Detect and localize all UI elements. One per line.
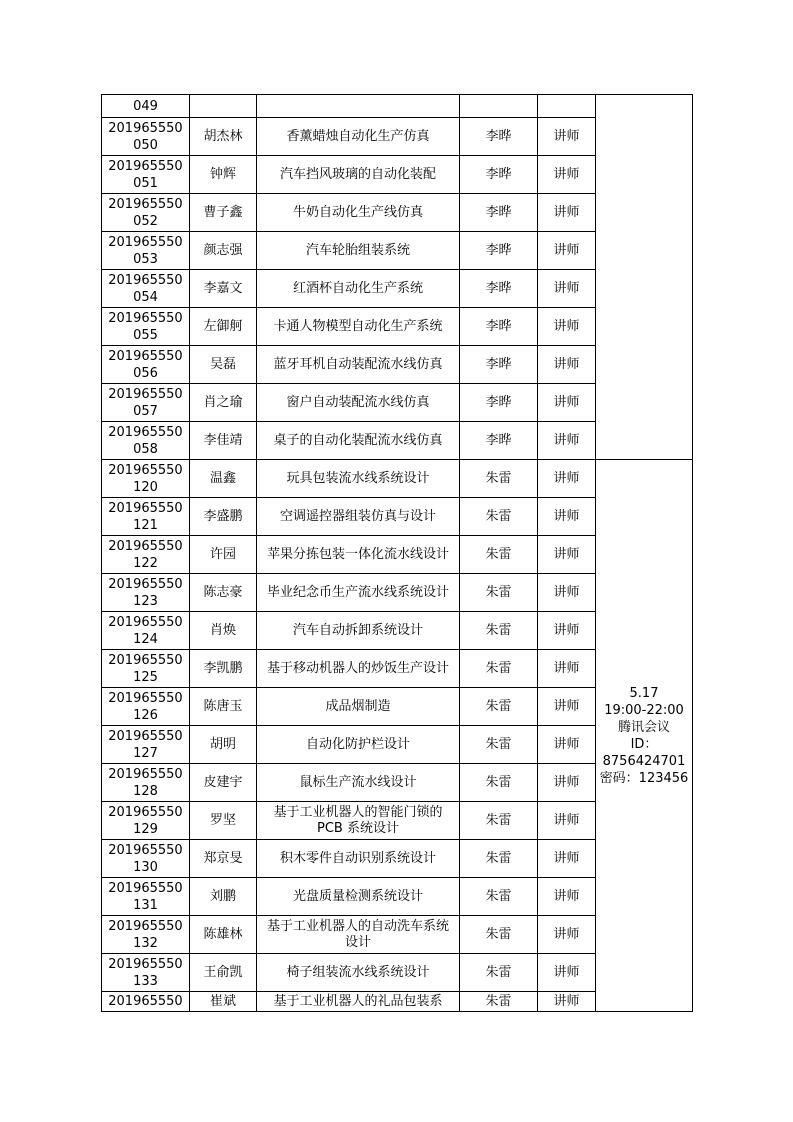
student-id-prefix: 201965550 — [108, 500, 183, 516]
meeting-date: 5.17 — [629, 685, 659, 701]
advisor-cell: 朱雷 — [460, 916, 538, 954]
student-id-prefix: 201965550 — [108, 614, 183, 630]
student-name-cell: 王俞凯 — [190, 954, 257, 992]
student-id-cell — [102, 536, 190, 574]
meeting-info-cell-empty — [596, 95, 693, 460]
advisor-rank-cell: 讲师 — [538, 574, 596, 612]
advisor-cell: 朱雷 — [460, 536, 538, 574]
thesis-title-cell: 汽车轮胎组装系统 — [257, 232, 460, 270]
student-id-suffix: 057 — [133, 403, 158, 419]
student-id-suffix: 132 — [133, 935, 158, 951]
student-name-cell: 左御舸 — [190, 308, 257, 346]
thesis-title-cell: 毕业纪念币生产流水线系统设计 — [257, 574, 460, 612]
student-id-cell — [102, 460, 190, 498]
advisor-cell: 朱雷 — [460, 992, 538, 1012]
defense-schedule-table — [101, 94, 693, 1012]
student-name-cell: 陈志豪 — [190, 574, 257, 612]
student-id-cell — [102, 498, 190, 536]
student-id-prefix: 201965550 — [108, 424, 183, 440]
student-id-suffix: 049 — [133, 98, 158, 114]
student-id-prefix: 201965550 — [108, 994, 183, 1009]
advisor-rank-cell: 讲师 — [538, 650, 596, 688]
thesis-title-cell: 汽车自动拆卸系统设计 — [257, 612, 460, 650]
advisor-cell: 李晔 — [460, 194, 538, 232]
student-id-prefix: 201965550 — [108, 310, 183, 326]
advisor-rank-cell: 讲师 — [538, 460, 596, 498]
advisor-rank-cell: 讲师 — [538, 270, 596, 308]
student-id-prefix: 201965550 — [108, 348, 183, 364]
thesis-title-cell: 窗户自动装配流水线仿真 — [257, 384, 460, 422]
advisor-rank-cell: 讲师 — [538, 118, 596, 156]
student-id-prefix: 201965550 — [108, 842, 183, 858]
student-id-prefix: 201965550 — [108, 272, 183, 288]
table-body — [102, 95, 693, 1012]
advisor-rank-cell: 讲师 — [538, 916, 596, 954]
student-name-cell: 陈唐玉 — [190, 688, 257, 726]
advisor-cell: 朱雷 — [460, 840, 538, 878]
thesis-title-cell: 基于工业机器人的自动洗车系统设计 — [257, 916, 460, 954]
student-id-cell — [102, 840, 190, 878]
thesis-title-cell: 卡通人物模型自动化生产系统 — [257, 308, 460, 346]
student-id-suffix: 125 — [133, 669, 158, 685]
student-name-cell: 吴磊 — [190, 346, 257, 384]
thesis-title-cell: 积木零件自动识别系统设计 — [257, 840, 460, 878]
student-id-prefix: 201965550 — [108, 690, 183, 706]
student-id-suffix: 053 — [133, 251, 158, 267]
student-id-prefix: 201965550 — [108, 728, 183, 744]
advisor-rank-cell: 讲师 — [538, 764, 596, 802]
student-id-prefix: 201965550 — [108, 120, 183, 136]
advisor-cell — [460, 95, 538, 118]
advisor-rank-cell: 讲师 — [538, 194, 596, 232]
student-id-cell — [102, 118, 190, 156]
student-id-cell — [102, 726, 190, 764]
student-id-suffix: 058 — [133, 441, 158, 457]
thesis-title-cell: 基于工业机器人的智能门锁的PCB 系统设计 — [257, 802, 460, 840]
thesis-title-cell: 光盘质量检测系统设计 — [257, 878, 460, 916]
advisor-rank-cell: 讲师 — [538, 384, 596, 422]
student-name-cell: 李嘉文 — [190, 270, 257, 308]
advisor-cell: 朱雷 — [460, 574, 538, 612]
student-name-cell — [190, 95, 257, 118]
student-id-prefix: 201965550 — [108, 956, 183, 972]
student-id-suffix: 052 — [133, 213, 158, 229]
advisor-cell: 李晔 — [460, 232, 538, 270]
advisor-rank-cell: 讲师 — [538, 878, 596, 916]
student-name-cell: 曹子鑫 — [190, 194, 257, 232]
student-name-cell: 胡明 — [190, 726, 257, 764]
student-id-suffix: 121 — [133, 517, 158, 533]
advisor-cell: 朱雷 — [460, 612, 538, 650]
table-row — [102, 460, 693, 498]
advisor-rank-cell: 讲师 — [538, 422, 596, 460]
advisor-cell: 朱雷 — [460, 688, 538, 726]
student-id-prefix: 201965550 — [108, 234, 183, 250]
advisor-rank-cell: 讲师 — [538, 688, 596, 726]
student-name-cell: 陈雄林 — [190, 916, 257, 954]
thesis-title-cell: 基于工业机器人的礼品包装系 — [257, 992, 460, 1012]
student-name-cell: 温鑫 — [190, 460, 257, 498]
student-name-cell: 崔斌 — [190, 992, 257, 1012]
student-id-cell — [102, 194, 190, 232]
advisor-rank-cell: 讲师 — [538, 346, 596, 384]
meeting-id-value: 8756424701 — [602, 753, 686, 769]
student-id-suffix: 127 — [133, 745, 158, 761]
thesis-title-cell: 基于移动机器人的炒饭生产设计 — [257, 650, 460, 688]
student-name-cell: 肖之瑜 — [190, 384, 257, 422]
student-name-cell: 肖焕 — [190, 612, 257, 650]
student-id-suffix: 129 — [133, 821, 158, 837]
advisor-rank-cell: 讲师 — [538, 498, 596, 536]
advisor-cell: 李晔 — [460, 422, 538, 460]
thesis-title-cell: 自动化防护栏设计 — [257, 726, 460, 764]
student-id-prefix: 201965550 — [108, 576, 183, 592]
advisor-cell: 李晔 — [460, 308, 538, 346]
advisor-rank-cell: 讲师 — [538, 232, 596, 270]
student-id-suffix: 124 — [133, 631, 158, 647]
advisor-rank-cell: 讲师 — [538, 954, 596, 992]
student-id-cell — [102, 764, 190, 802]
table-row — [102, 95, 693, 118]
student-name-cell: 许园 — [190, 536, 257, 574]
student-id-cell — [102, 688, 190, 726]
thesis-title-cell: 苹果分拣包装一体化流水线设计 — [257, 536, 460, 574]
advisor-rank-cell: 讲师 — [538, 612, 596, 650]
thesis-title-cell: 香薰蜡烛自动化生产仿真 — [257, 118, 460, 156]
student-id-cell — [102, 156, 190, 194]
student-name-cell: 郑京旻 — [190, 840, 257, 878]
student-id-suffix: 056 — [133, 365, 158, 381]
thesis-title-cell: 成品烟制造 — [257, 688, 460, 726]
thesis-title-cell: 鼠标生产流水线设计 — [257, 764, 460, 802]
student-id-cell — [102, 878, 190, 916]
student-id-cell — [102, 95, 190, 118]
student-id-prefix: 201965550 — [108, 804, 183, 820]
thesis-title-cell: 桌子的自动化装配流水线仿真 — [257, 422, 460, 460]
advisor-cell: 朱雷 — [460, 878, 538, 916]
student-id-suffix: 120 — [133, 479, 158, 495]
advisor-rank-cell: 讲师 — [538, 156, 596, 194]
student-id-suffix: 133 — [133, 973, 158, 989]
student-id-suffix: 128 — [133, 783, 158, 799]
thesis-title-cell: 椅子组装流水线系统设计 — [257, 954, 460, 992]
student-id-cell — [102, 384, 190, 422]
student-id-cell — [102, 574, 190, 612]
advisor-cell: 李晔 — [460, 384, 538, 422]
student-name-cell: 胡杰林 — [190, 118, 257, 156]
student-id-suffix: 050 — [133, 137, 158, 153]
thesis-title-cell: 红酒杯自动化生产系统 — [257, 270, 460, 308]
student-name-cell: 李盛鹏 — [190, 498, 257, 536]
thesis-title-cell: 汽车挡风玻璃的自动化装配 — [257, 156, 460, 194]
student-id-prefix: 201965550 — [108, 538, 183, 554]
meeting-id-label: ID： — [630, 736, 658, 752]
student-id-cell — [102, 802, 190, 840]
student-id-prefix: 201965550 — [108, 880, 183, 896]
advisor-cell: 朱雷 — [460, 460, 538, 498]
student-name-cell: 刘鹏 — [190, 878, 257, 916]
advisor-cell: 李晔 — [460, 118, 538, 156]
student-id-suffix: 126 — [133, 707, 158, 723]
student-id-suffix: 122 — [133, 555, 158, 571]
student-id-cell — [102, 916, 190, 954]
student-id-prefix: 201965550 — [108, 462, 183, 478]
student-name-cell: 罗坚 — [190, 802, 257, 840]
student-id-cell — [102, 308, 190, 346]
student-id-prefix: 201965550 — [108, 766, 183, 782]
advisor-cell: 李晔 — [460, 346, 538, 384]
thesis-title-cell: 空调遥控器组装仿真与设计 — [257, 498, 460, 536]
advisor-cell: 朱雷 — [460, 726, 538, 764]
student-name-cell: 钟辉 — [190, 156, 257, 194]
student-id-cell — [102, 650, 190, 688]
advisor-cell: 朱雷 — [460, 764, 538, 802]
student-id-cell — [102, 346, 190, 384]
advisor-rank-cell: 讲师 — [538, 840, 596, 878]
student-id-suffix: 131 — [133, 897, 158, 913]
meeting-platform: 腾讯会议 — [617, 719, 670, 735]
advisor-cell: 朱雷 — [460, 650, 538, 688]
advisor-rank-cell: 讲师 — [538, 726, 596, 764]
student-id-suffix: 051 — [133, 175, 158, 191]
meeting-time: 19:00-22:00 — [604, 702, 684, 718]
thesis-title-cell: 蓝牙耳机自动装配流水线仿真 — [257, 346, 460, 384]
student-name-cell: 颜志强 — [190, 232, 257, 270]
student-id-cell — [102, 232, 190, 270]
thesis-title-cell — [257, 95, 460, 118]
student-name-cell: 李凯鹏 — [190, 650, 257, 688]
student-id-suffix: 055 — [133, 327, 158, 343]
student-id-cell — [102, 954, 190, 992]
student-id-cell — [102, 612, 190, 650]
advisor-rank-cell: 讲师 — [538, 536, 596, 574]
advisor-cell: 朱雷 — [460, 802, 538, 840]
meeting-password: 密码：123456 — [599, 770, 689, 786]
student-id-suffix: 054 — [133, 289, 158, 305]
advisor-cell: 朱雷 — [460, 954, 538, 992]
student-id-cell — [102, 992, 190, 1012]
advisor-rank-cell: 讲师 — [538, 308, 596, 346]
student-id-cell — [102, 270, 190, 308]
thesis-title-cell: 牛奶自动化生产线仿真 — [257, 194, 460, 232]
student-name-cell: 皮建宇 — [190, 764, 257, 802]
student-id-prefix: 201965550 — [108, 652, 183, 668]
advisor-cell: 朱雷 — [460, 498, 538, 536]
student-id-prefix: 201965550 — [108, 918, 183, 934]
advisor-cell: 李晔 — [460, 156, 538, 194]
student-id-suffix: 130 — [133, 859, 158, 875]
advisor-cell: 李晔 — [460, 270, 538, 308]
student-id-prefix: 201965550 — [108, 386, 183, 402]
student-id-suffix: 123 — [133, 593, 158, 609]
advisor-rank-cell — [538, 95, 596, 118]
student-id-prefix: 201965550 — [108, 158, 183, 174]
thesis-title-cell: 玩具包装流水线系统设计 — [257, 460, 460, 498]
meeting-info-cell — [596, 460, 693, 1012]
advisor-rank-cell: 讲师 — [538, 802, 596, 840]
student-id-prefix: 201965550 — [108, 196, 183, 212]
student-name-cell: 李佳靖 — [190, 422, 257, 460]
advisor-rank-cell: 讲师 — [538, 992, 596, 1012]
student-id-cell — [102, 422, 190, 460]
